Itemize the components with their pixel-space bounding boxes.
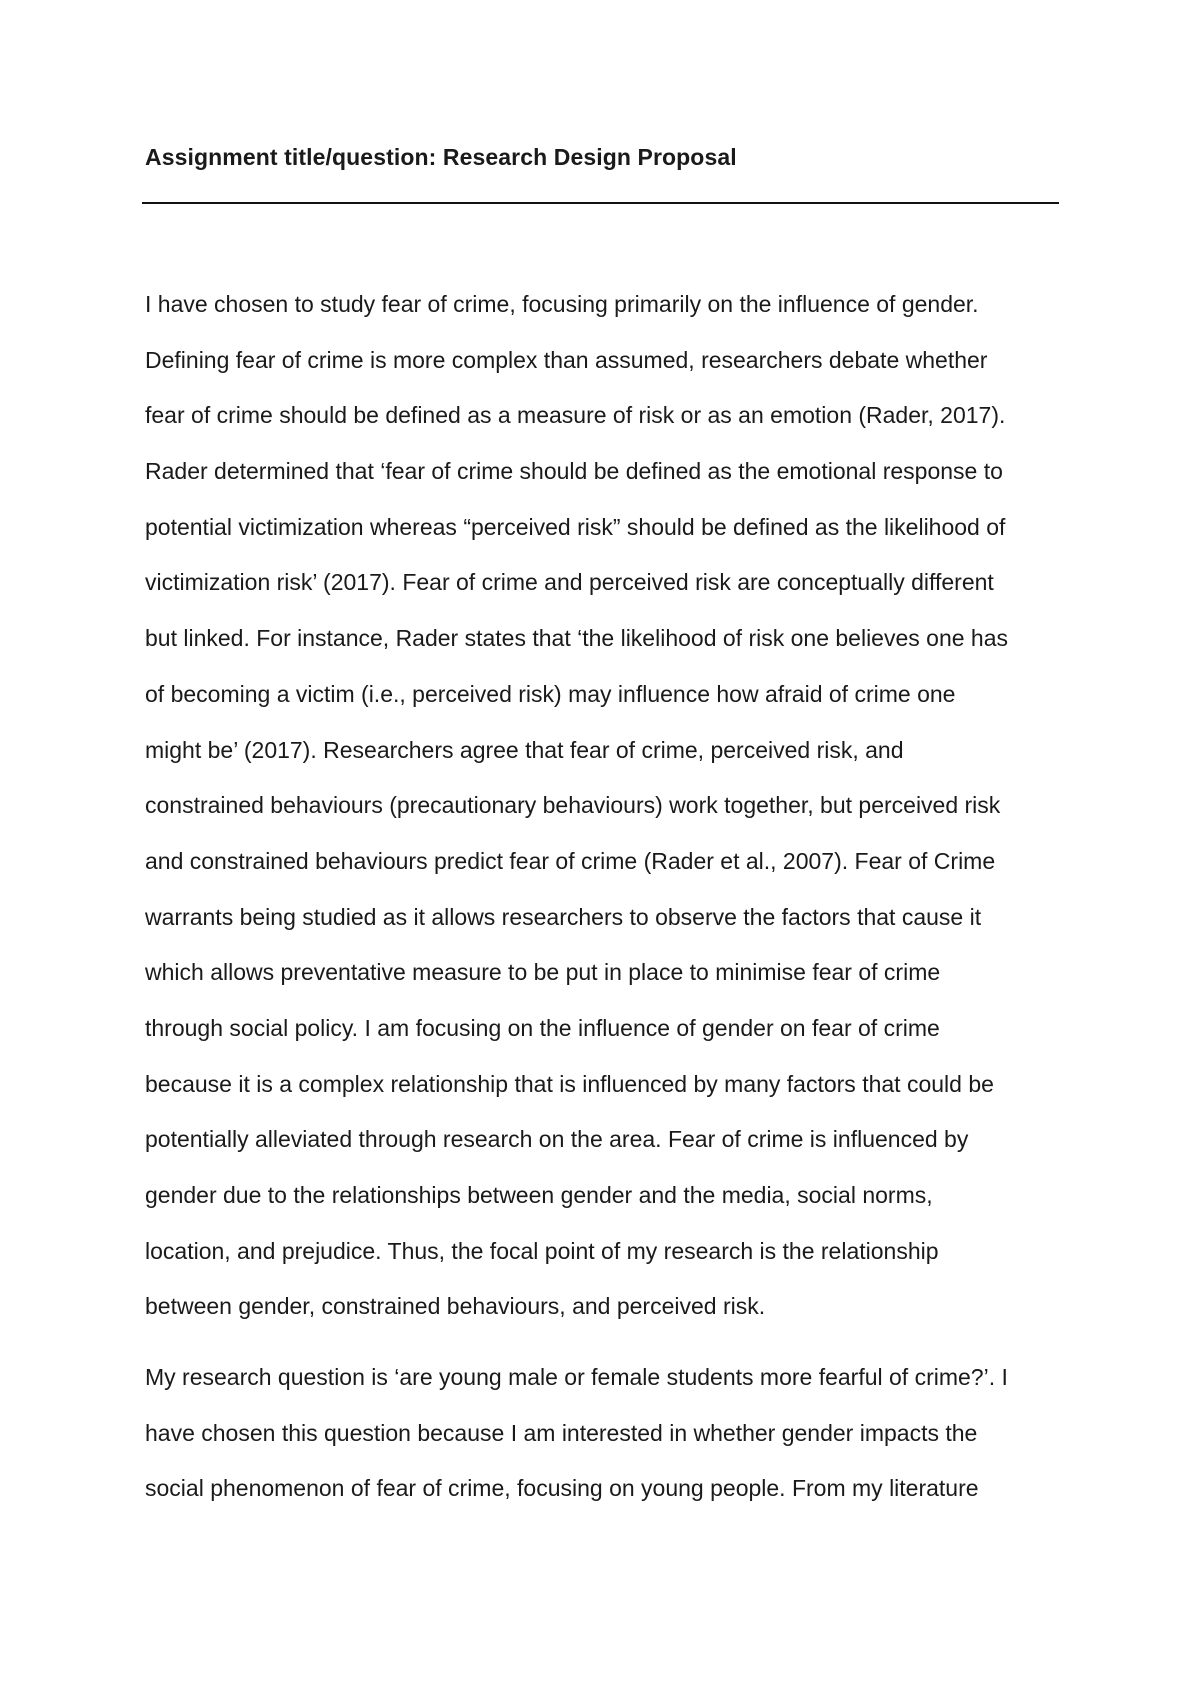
paragraph-1 [145, 290, 1065, 1348]
text-line: I have chosen to study fear of crime, focusing primarily on the influence of gender. [145, 291, 979, 317]
text-line: location, and prejudice. Thus, the focal point of my research is the relationship [145, 1237, 939, 1264]
paragraph-2 [145, 1363, 1065, 1530]
paragraph-spacing [145, 1348, 1065, 1363]
text-line: might be’ (2017). Researchers agree that fear of crime, perceived risk, and [145, 736, 904, 763]
text-line: warrants being studied as it allows researchers to observe the factors that cause it [145, 903, 982, 930]
text-line: through social policy. I am focusing on the influence of gender on fear of crime [145, 1014, 940, 1041]
text-line: potential victimization whereas “perceived risk” should be defined as the likelihood of [145, 513, 1006, 540]
text-line: between gender, constrained behaviours, and perceived risk. [145, 1293, 766, 1320]
text-line: victimization risk’ (2017). Fear of crime and perceived risk are conceptually different [145, 569, 994, 596]
text-line: fear of crime should be defined as a measure of risk or as an emotion (Rader, 2017). [145, 402, 1006, 429]
text-line: Rader determined that ‘fear of crime should be defined as the emotional response to [145, 458, 1003, 485]
title-divider [142, 202, 1059, 204]
text-line: which allows preventative measure to be put in place to minimise fear of crime [145, 959, 941, 986]
text-line: and constrained behaviours predict fear of crime (Rader et al., 2007). Fear of Crime [145, 847, 996, 874]
text-line: have chosen this question because I am interested in whether gender impacts the [145, 1419, 978, 1446]
text-line: potentially alleviated through research on the area. Fear of crime is influenced by [145, 1126, 969, 1153]
document-body [145, 290, 1065, 1530]
text-line: but linked. For instance, Rader states that ‘the likelihood of risk one believes one has [145, 625, 1008, 652]
text-line: constrained behaviours (precautionary behaviours) work together, but perceived risk [145, 792, 1001, 819]
text-line: gender due to the relationships between gender and the media, social norms, [145, 1182, 933, 1208]
text-line: of becoming a victim (i.e., perceived risk) may influence how afraid of crime one [145, 680, 956, 707]
text-line: Defining fear of crime is more complex than assumed, researchers debate whether [145, 346, 988, 373]
text-line: social phenomenon of fear of crime, focusing on young people. From my literature [145, 1475, 979, 1502]
text-line: because it is a complex relationship that is influenced by many factors that could be [145, 1070, 994, 1097]
text-line: My research question is ‘are young male or female students more fearful of crime?’. I [145, 1364, 1008, 1391]
assignment-title: Assignment title/question: Research Design Proposal [145, 144, 737, 170]
